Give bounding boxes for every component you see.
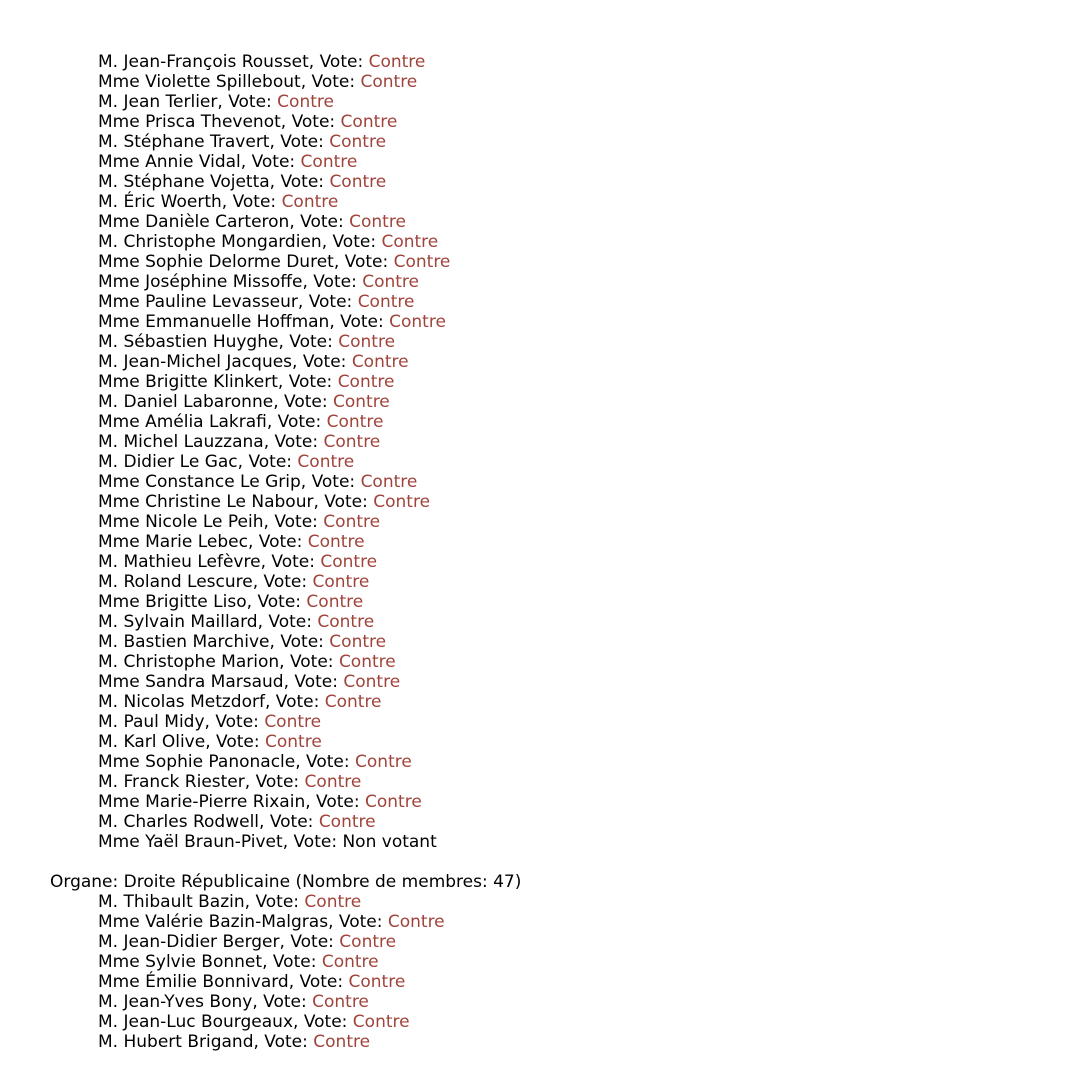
vote-value: Contre: [304, 892, 362, 912]
member-vote-row: [0, 592, 1080, 612]
member-name: M. Karl Olive: [98, 732, 206, 752]
member-name: M. Franck Riester: [98, 772, 245, 792]
member-vote-row: [0, 572, 1080, 592]
member-name: Mme Violette Spillebout: [98, 72, 301, 92]
vote-value: Contre: [389, 312, 446, 332]
vote-label: , Vote:: [263, 512, 324, 532]
vote-value: Contre: [360, 72, 418, 92]
vote-value: Contre: [320, 552, 378, 572]
member-name: Mme Amélia Lakrafi: [98, 412, 267, 432]
vote-value: Contre: [313, 1032, 371, 1052]
vote-value: Contre: [318, 812, 376, 832]
member-name: M. Stéphane Travert: [98, 132, 270, 152]
vote-label: , Vote:: [244, 892, 305, 912]
section-spacer: [0, 852, 1080, 872]
member-vote-row: [0, 352, 1080, 372]
vote-value: Contre: [381, 232, 439, 252]
vote-label: , Vote:: [269, 132, 330, 152]
member-name: Mme Emmanuelle Hoffman: [98, 312, 330, 332]
vote-label: , Vote:: [293, 1012, 353, 1032]
vote-label: , Vote:: [269, 172, 330, 192]
member-vote-row: [0, 772, 1080, 792]
vote-value: Contre: [351, 352, 409, 372]
member-name: M. Paul Midy: [98, 712, 205, 732]
vote-label: , Vote:: [259, 812, 319, 832]
vote-label: , Vote:: [329, 312, 390, 332]
vote-label: , Vote:: [280, 112, 341, 132]
vote-value: Contre: [304, 772, 362, 792]
member-name: Mme Danièle Carteron: [98, 212, 290, 232]
member-vote-row: [0, 532, 1080, 552]
vote-value: Contre: [373, 492, 431, 512]
member-name: M. Christophe Marion: [98, 652, 280, 672]
vote-value: Contre: [368, 52, 426, 72]
member-vote-row: [0, 452, 1080, 472]
vote-value: Contre: [307, 532, 365, 552]
vote-label: , Vote:: [244, 772, 305, 792]
vote-label: , Vote:: [282, 832, 343, 852]
member-name: Mme Nicole Le Peih: [98, 512, 264, 532]
member-vote-row: [0, 212, 1080, 232]
member-vote-row: [0, 412, 1080, 432]
member-vote-row: [0, 252, 1080, 272]
vote-label: , Vote:: [217, 92, 278, 112]
member-vote-row: [0, 672, 1080, 692]
vote-label: , Vote:: [283, 672, 344, 692]
vote-value: Contre: [343, 672, 401, 692]
vote-value: Contre: [393, 252, 451, 272]
vote-value: Contre: [297, 452, 355, 472]
member-name: M. Jean-Luc Bourgeaux: [98, 1012, 294, 1032]
vote-label: , Vote:: [321, 232, 382, 252]
vote-label: , Vote:: [289, 212, 350, 232]
member-name: Mme Sophie Delorme Duret: [98, 252, 334, 272]
member-vote-row: [0, 192, 1080, 212]
member-vote-row: [0, 92, 1080, 112]
vote-label: , Vote:: [295, 752, 356, 772]
member-name: Mme Christine Le Nabour: [98, 492, 314, 512]
vote-value: Contre: [324, 692, 382, 712]
member-name: Mme Pauline Levasseur: [98, 292, 298, 312]
vote-value: Contre: [348, 972, 406, 992]
vote-label: , Vote:: [277, 372, 338, 392]
vote-value: Contre: [317, 612, 375, 632]
member-vote-row: [0, 232, 1080, 252]
member-vote-row: [0, 172, 1080, 192]
vote-value: Contre: [357, 292, 415, 312]
vote-label: , Vote:: [253, 1032, 314, 1052]
member-name: Mme Constance Le Grip: [98, 472, 301, 492]
vote-label: , Vote:: [263, 432, 324, 452]
vote-value: Contre: [332, 392, 390, 412]
vote-value: Contre: [323, 512, 381, 532]
member-name: M. Sylvain Maillard: [98, 612, 258, 632]
vote-label: , Vote:: [240, 152, 301, 172]
vote-value: Contre: [365, 792, 422, 812]
member-vote-row: [0, 612, 1080, 632]
member-vote-row: [0, 892, 1080, 912]
vote-label: , Vote:: [279, 932, 340, 952]
member-name: M. Roland Lescure: [98, 572, 253, 592]
vote-value: Contre: [338, 652, 396, 672]
vote-value: Contre: [321, 952, 379, 972]
member-vote-row: [0, 132, 1080, 152]
member-vote-row: [0, 712, 1080, 732]
member-name: Mme Émilie Bonnivard: [98, 972, 289, 992]
member-name: M. Michel Lauzzana: [98, 432, 264, 452]
member-name: M. Mathieu Lefèvre: [98, 552, 261, 572]
member-name: M. Nicolas Metzdorf: [98, 692, 265, 712]
vote-label: , Vote:: [262, 952, 322, 972]
vote-value: Contre: [339, 932, 397, 952]
vote-value: Contre: [329, 132, 387, 152]
member-vote-row: [0, 932, 1080, 952]
vote-label: , Vote:: [328, 912, 388, 932]
vote-value: Contre: [312, 992, 369, 1012]
member-vote-row: [0, 272, 1080, 292]
member-vote-row: [0, 812, 1080, 832]
vote-label: , Vote:: [221, 192, 282, 212]
member-name: Mme Marie-Pierre Rixain: [98, 792, 306, 812]
member-vote-row: [0, 1012, 1080, 1032]
vote-label: , Vote:: [260, 552, 321, 572]
member-name: M. Daniel Labaronne: [98, 392, 274, 412]
member-name: M. Jean-Didier Berger: [98, 932, 280, 952]
member-vote-row: [0, 972, 1080, 992]
member-vote-row: [0, 512, 1080, 532]
member-vote-row: [0, 152, 1080, 172]
member-vote-row: [0, 52, 1080, 72]
member-vote-row: [0, 1032, 1080, 1052]
organe-header: Organe: Droite Républicaine (Nombre de membres: 47): [50, 872, 522, 892]
vote-label: , Vote:: [204, 712, 265, 732]
vote-label: , Vote:: [252, 992, 313, 1012]
vote-value: Contre: [362, 272, 420, 292]
member-name: Mme Sylvie Bonnet: [98, 952, 263, 972]
vote-value: Contre: [312, 572, 370, 592]
vote-value: Contre: [326, 412, 384, 432]
member-name: Mme Joséphine Missoffe: [98, 272, 303, 292]
member-name: Mme Brigitte Liso: [98, 592, 247, 612]
member-name: Mme Valérie Bazin-Malgras: [98, 912, 329, 932]
member-vote-row: [0, 72, 1080, 92]
vote-value: Contre: [264, 712, 322, 732]
member-vote-row: [0, 372, 1080, 392]
vote-label: , Vote:: [266, 412, 327, 432]
vote-label: , Vote:: [305, 792, 366, 812]
vote-label: , Vote:: [288, 972, 349, 992]
member-vote-row: [0, 632, 1080, 652]
member-name: M. Jean-François Rousset: [98, 52, 309, 72]
member-name: M. Sébastien Huyghe: [98, 332, 279, 352]
vote-label: , Vote:: [313, 492, 374, 512]
vote-label: , Vote:: [297, 292, 358, 312]
member-name: M. Didier Le Gac: [98, 452, 238, 472]
vote-label: , Vote:: [302, 272, 363, 292]
member-name: Mme Brigitte Klinkert: [98, 372, 278, 392]
member-vote-row: [0, 492, 1080, 512]
vote-label: , Vote:: [246, 592, 307, 612]
member-name: Mme Yaël Braun-Pivet: [98, 832, 283, 852]
vote-value: Contre: [387, 912, 445, 932]
member-vote-row: [0, 732, 1080, 752]
vote-value: Contre: [329, 172, 387, 192]
vote-value: Contre: [340, 112, 398, 132]
vote-label: , Vote:: [292, 352, 352, 372]
member-vote-row: [0, 692, 1080, 712]
vote-label: , Vote:: [333, 252, 394, 272]
vote-value: Contre: [306, 592, 364, 612]
vote-label: , Vote:: [205, 732, 265, 752]
member-name: M. Stéphane Vojetta: [98, 172, 270, 192]
member-vote-row: [0, 832, 1080, 852]
member-name: M. Jean-Michel Jacques: [98, 352, 293, 372]
vote-label: , Vote:: [278, 332, 339, 352]
vote-value: Contre: [337, 372, 395, 392]
vote-label: , Vote:: [264, 692, 325, 712]
vote-label: , Vote:: [300, 472, 361, 492]
member-name: M. Jean-Yves Bony: [98, 992, 253, 1012]
vote-value: Contre: [281, 192, 339, 212]
member-name: M. Thibault Bazin: [98, 892, 245, 912]
member-name: M. Éric Woerth: [98, 192, 222, 212]
vote-value: Contre: [277, 92, 334, 112]
vote-value: Contre: [338, 332, 396, 352]
member-vote-row: [0, 992, 1080, 1012]
vote-value: Contre: [349, 212, 406, 232]
member-name: Mme Annie Vidal: [98, 152, 241, 172]
vote-value: Contre: [360, 472, 418, 492]
vote-value: Contre: [300, 152, 358, 172]
member-vote-row: [0, 912, 1080, 932]
member-vote-row: [0, 752, 1080, 772]
vote-value: Contre: [323, 432, 381, 452]
member-vote-row: [0, 312, 1080, 332]
member-name: Mme Sandra Marsaud: [98, 672, 284, 692]
member-vote-row: [0, 792, 1080, 812]
member-vote-row: [0, 332, 1080, 352]
member-vote-row: [0, 952, 1080, 972]
member-vote-row: [0, 292, 1080, 312]
vote-label: , Vote:: [273, 392, 333, 412]
member-name: Mme Prisca Thevenot: [98, 112, 281, 132]
member-name: M. Charles Rodwell: [98, 812, 260, 832]
vote-value: Contre: [352, 1012, 410, 1032]
member-vote-row: [0, 552, 1080, 572]
member-vote-row: [0, 432, 1080, 452]
member-name: M. Christophe Mongardien: [98, 232, 322, 252]
member-name: M. Bastien Marchive: [98, 632, 270, 652]
vote-value: Contre: [355, 752, 412, 772]
member-name: Mme Marie Lebec: [98, 532, 248, 552]
member-vote-row: [0, 652, 1080, 672]
vote-label: , Vote:: [257, 612, 318, 632]
vote-label: , Vote:: [300, 72, 361, 92]
member-vote-row: [0, 112, 1080, 132]
member-vote-row: [0, 392, 1080, 412]
vote-label: , Vote:: [269, 632, 330, 652]
vote-value: Contre: [329, 632, 387, 652]
vote-label: , Vote:: [252, 572, 313, 592]
vote-label: , Vote:: [279, 652, 339, 672]
vote-value: Non votant: [342, 832, 437, 852]
vote-label: , Vote:: [247, 532, 308, 552]
vote-label: , Vote:: [308, 52, 369, 72]
member-name: M. Hubert Brigand: [98, 1032, 254, 1052]
member-name: M. Jean Terlier: [98, 92, 218, 112]
vote-value: Contre: [265, 732, 322, 752]
member-vote-row: [0, 472, 1080, 492]
member-name: Mme Sophie Panonacle: [98, 752, 296, 772]
vote-label: , Vote:: [237, 452, 298, 472]
